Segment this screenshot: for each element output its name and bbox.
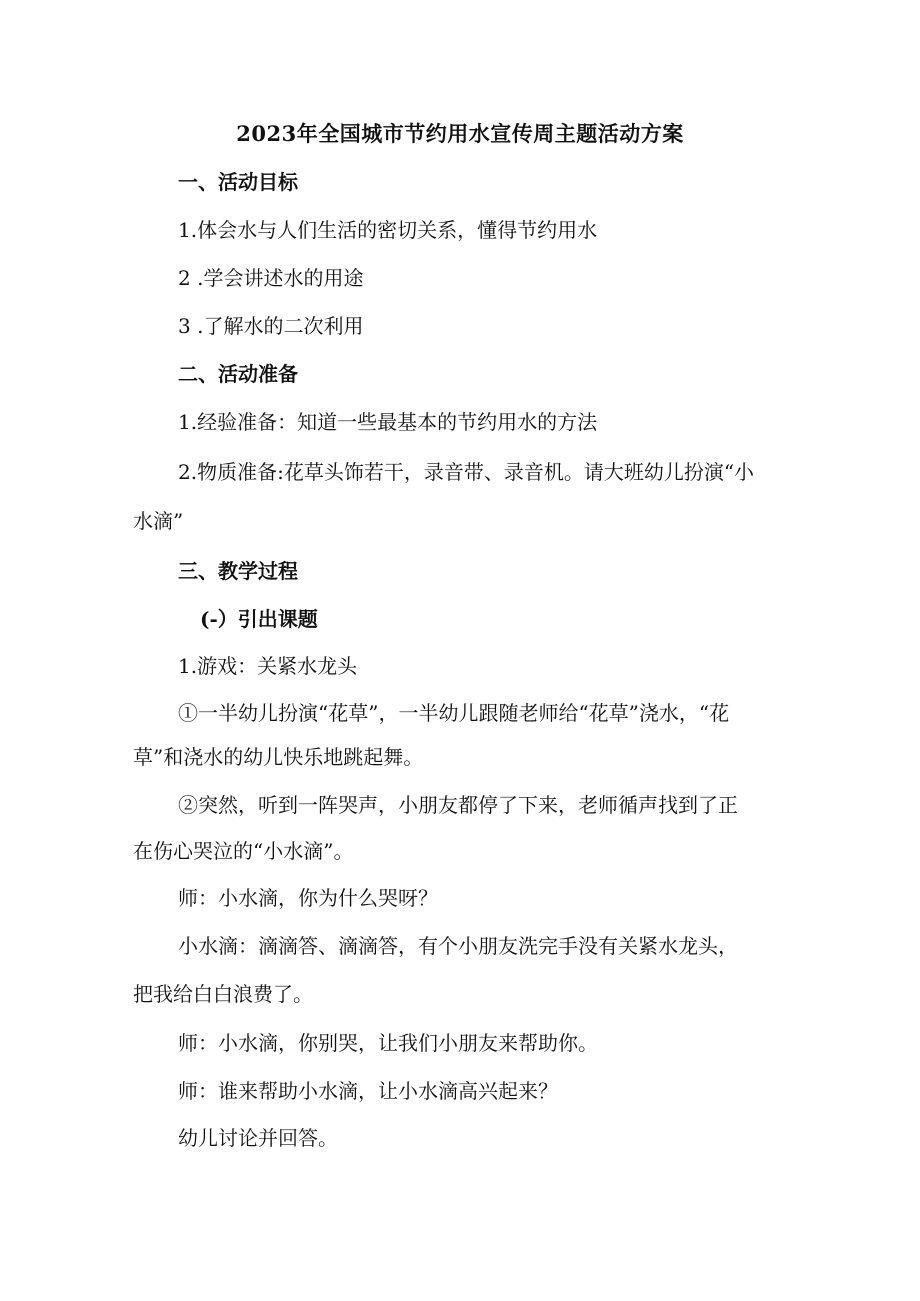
- prep-item-materials-line2: 水滴”: [133, 509, 184, 533]
- goal-item-1: 1.体会水与人们生活的密切关系，懂得节约用水: [178, 218, 598, 242]
- goal-item-2: 2 .学会讲述水的用途: [178, 266, 364, 290]
- paragraph-2-line1: ②突然，听到一阵哭声，小朋友都停了下来，老师循声找到了正: [178, 793, 738, 817]
- dialogue-teacher-1: 师：小水滴，你为什么哭呀？: [178, 886, 438, 910]
- section-heading-goals: 一、活动目标: [178, 170, 298, 194]
- dialogue-waterdrop-line1: 小水滴：滴滴答、滴滴答，有个小朋友洗完手没有关紧水龙头，: [178, 934, 738, 958]
- section-heading-process: 三、教学过程: [178, 559, 298, 583]
- goal-item-3: 3 .了解水的二次利用: [178, 314, 364, 338]
- dialogue-teacher-3: 师：谁来帮助小水滴，让小水滴高兴起来？: [178, 1079, 558, 1103]
- dialogue-waterdrop-line2: 把我给白白浪费了。: [133, 982, 313, 1006]
- prep-item-materials-line1: 2.物质准备:花草头饰若干，录音带、录音机。请大班幼儿扮演“小: [178, 460, 755, 484]
- paragraph-1-line1: ①一半幼儿扮演“花草”，一半幼儿跟随老师给“花草”浇水，“花: [178, 701, 730, 725]
- children-discussion: 幼儿讨论并回答。: [178, 1126, 338, 1150]
- paragraph-2-line2: 在伤心哭泣的“小水滴”。: [133, 839, 354, 863]
- dialogue-teacher-2: 师：小水滴，你别哭，让我们小朋友来帮助你。: [178, 1031, 598, 1055]
- prep-item-experience: 1.经验准备：知道一些最基本的节约用水的方法: [178, 410, 598, 434]
- document-title: 2023年全国城市节约用水宣传周主题活动方案: [236, 121, 684, 146]
- subsection-heading-intro: (-）引出课题: [200, 607, 318, 631]
- paragraph-1-line2: 草”和浇水的幼儿快乐地跳起舞。: [133, 745, 424, 769]
- game-title: 1.游戏：关紧水龙头: [178, 654, 358, 678]
- section-heading-preparation: 二、活动准备: [178, 362, 298, 386]
